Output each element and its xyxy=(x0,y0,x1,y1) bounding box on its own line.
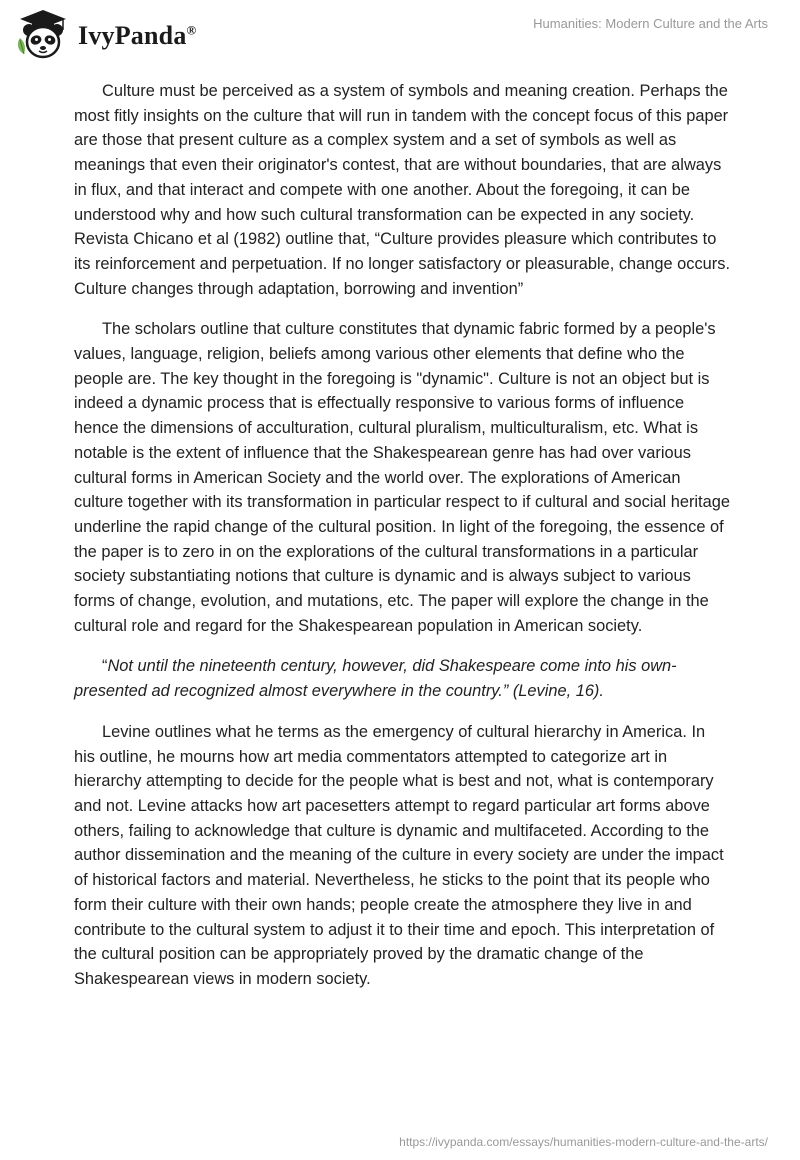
body-paragraph: Culture must be perceived as a system of symbols and meaning creation. Perhaps the most fitly insights on the culture that will run in tandem with the concept focus of this paper are those that present culture as a complex system and a set of symbols as well as meanings that even their originator's contest, that are without boundaries, that are always in flux, and that interact and compete with one another. About the foregoing, it can be understood why and how such cultural transformation can be expected in any society. Revista Chicano et al (1982) outline that, “Culture provides pleasure which contributes to its reinforcement and perpetuation. If no longer satisfactory or pleasurable, change occurs. Culture changes through adaptation, borrowing and invention” xyxy=(74,82,730,298)
brand-name: IvyPanda® xyxy=(78,21,197,50)
quote-open-mark: “ xyxy=(102,657,108,676)
panda-graduate-icon xyxy=(14,8,72,60)
block-quote xyxy=(74,654,730,703)
registered-mark: ® xyxy=(186,22,197,38)
essay-body xyxy=(74,79,730,1008)
source-url[interactable]: https://ivypanda.com/essays/humanities-modern-culture-and-the-arts/ xyxy=(399,1135,768,1149)
document-title: Humanities: Modern Culture and the Arts xyxy=(533,16,768,31)
body-paragraph: The scholars outline that culture constitutes that dynamic fabric formed by a people's values, language, religion, beliefs among various other elements that define who the people are. The key thought in the foregoing is "dynamic". Culture is not an object but is indeed a dynamic process that is effectually responsive to various forms of influence hence the dimensions of acculturation, cultural pluralism, multiculturalism, etc. What is notable is the extent of influence that the Shakespearean genre has had over various cultural forms in American Society and the world over. The explorations of American culture together with its transformation in particular respect to if cultural and social heritage underline the rapid change of the cultural position. In light of the foregoing, the essence of the paper is to zero in on the explorations of the cultural transformations in a particular society substantiating notions that culture is dynamic and is always subject to various forms of change, evolution, and mutations, etc. The paper will explore the change in the cultural role and regard for the Shakespearean population in American society. xyxy=(74,320,730,635)
brand-logo[interactable] xyxy=(14,8,196,60)
body-paragraph: Levine outlines what he terms as the emergency of cultural hierarchy in America. In his outline, he mourns how art media commentators attempted to categorize art in hierarchy attempting to decide for the people what is best and not, what is contemporary and not. Levine attacks how art pacesetters attempt to regard particular art forms above others, failing to acknowledge that culture is dynamic and multifaceted. According to the author dissemination and the meaning of the culture in every society are under the impact of historical factors and material. Nevertheless, he sticks to the point that its people who form their culture with their own hands; people create the atmosphere they live in and contribute to the cultural system to adjust it to their time and epoch. This interpretation of the cultural position can be appropriately proved by the dramatic change of the Shakespearean views in modern society. xyxy=(74,722,724,988)
page-header xyxy=(0,0,800,70)
quote-text: Not until the nineteenth century, however, did Shakespeare come into his own-presented ad recognized almost everywhere in the country.” (Levine, 16). xyxy=(74,657,677,701)
